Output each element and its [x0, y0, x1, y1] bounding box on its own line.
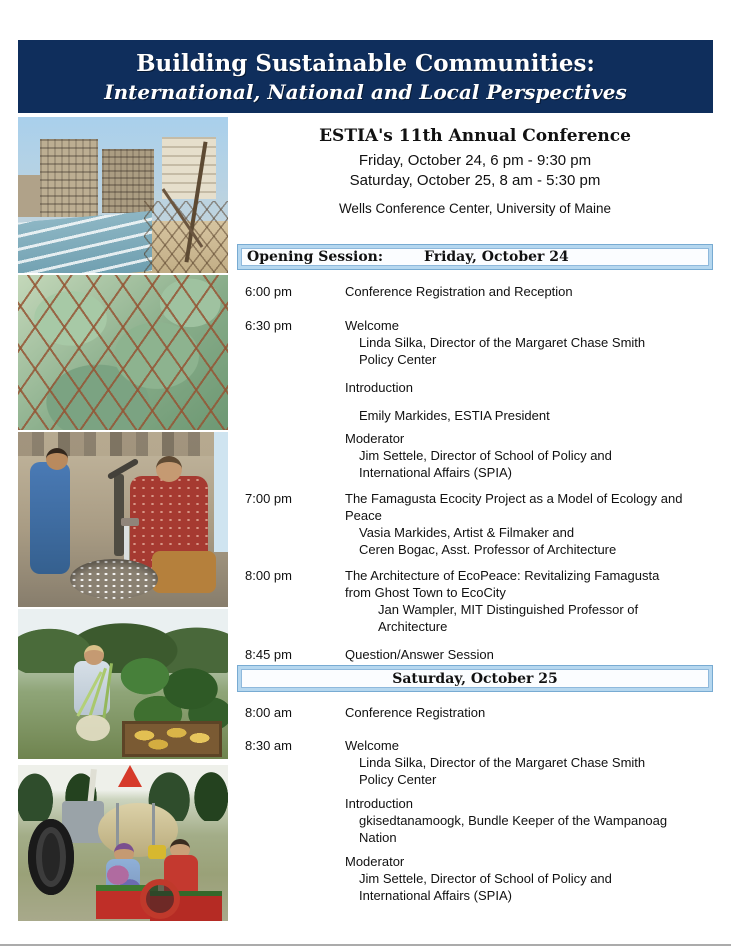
photo-famagusta-beach	[18, 117, 228, 273]
photo-hand-pump	[114, 474, 124, 556]
schedule-line: Peace	[345, 508, 382, 523]
photo-water-pump	[18, 432, 228, 607]
conference-date-friday: Friday, October 24, 6 pm - 9:30 pm	[358, 152, 592, 169]
photo-squash	[126, 725, 218, 751]
photo-onion-bulbs	[76, 715, 110, 741]
schedule-line: Question/Answer Session	[345, 647, 494, 662]
schedule-row	[237, 317, 717, 368]
schedule-line: Jim Settele, Director of School of Policy and	[359, 448, 612, 463]
schedule-row	[237, 379, 717, 396]
time-label	[245, 430, 345, 481]
photo-cactus-fence	[18, 275, 228, 430]
schedule-row	[237, 704, 717, 721]
schedule-line: Policy Center	[359, 772, 437, 787]
time-label	[245, 853, 345, 904]
banner	[18, 40, 713, 113]
schedule-line: Introduction	[345, 796, 413, 811]
conference-title: ESTIA's 11th Annual Conference	[319, 126, 631, 146]
photo-warning-triangle	[118, 765, 142, 787]
photo-child-head	[46, 448, 68, 470]
schedule-line: Jan Wampler, MIT Distinguished Professor of	[378, 602, 639, 617]
time-label: 7:00 pm	[245, 491, 292, 506]
schedule-lines	[345, 646, 717, 663]
schedule-row	[237, 646, 717, 663]
photo-chainlink-overlay	[18, 275, 228, 430]
schedule-line: from Ghost Town to EcoCity	[345, 585, 506, 600]
conference-dates	[237, 151, 713, 191]
photo-red-wheel	[140, 879, 180, 919]
schedule-line: Linda Silka, Director of the Margaret Chase Smith	[359, 755, 646, 770]
time-label: 8:00 pm	[245, 568, 292, 583]
photo-pump-spout	[121, 518, 139, 526]
schedule-line: Architecture	[378, 619, 448, 634]
session-header-friday	[237, 244, 713, 270]
time-label: 6:30 pm	[245, 318, 292, 333]
schedule-row	[237, 567, 717, 635]
conference-venue: Wells Conference Center, University of Maine	[338, 201, 612, 216]
schedule-lines	[345, 407, 717, 424]
schedule-lines	[345, 379, 717, 396]
schedule-line: Moderator	[345, 431, 405, 446]
schedule-row	[237, 490, 717, 558]
photo-child-blue-sari	[30, 462, 70, 574]
schedule-line: The Famagusta Ecocity Project as a Model of Ecology and	[345, 491, 683, 506]
schedule-line: Conference Registration	[345, 705, 486, 720]
schedule-line: Introduction	[345, 380, 413, 395]
photo-farmer-head	[84, 645, 104, 665]
photo-sprayer-tank	[98, 803, 178, 857]
time-label	[245, 379, 345, 396]
photo-water-bowl	[70, 559, 158, 599]
photo-woman-pants	[152, 551, 216, 593]
photo-building-white	[162, 137, 216, 199]
schedule-row	[237, 283, 717, 300]
schedule-line: Emily Markides, ESTIA President	[359, 408, 550, 423]
schedule-line: Linda Silka, Director of the Margaret Chase Smith	[359, 335, 646, 350]
banner-title: Building Sustainable Communities:	[136, 50, 595, 77]
schedule-line: Policy Center	[359, 352, 437, 367]
schedule-line: Welcome	[345, 318, 399, 333]
photo-building-tower	[40, 139, 98, 217]
time-label: 8:00 am	[245, 705, 292, 720]
schedule-line: International Affairs (SPIA)	[359, 465, 512, 480]
photo-tractor-tire	[28, 819, 74, 895]
schedule-lines	[345, 737, 717, 788]
time-label: 8:45 pm	[245, 647, 292, 662]
schedule-line: Welcome	[345, 738, 399, 753]
schedule-saturday	[237, 704, 717, 904]
banner-subtitle: International, National and Local Perspectives	[104, 80, 627, 104]
schedule-line: Conference Registration and Reception	[345, 284, 573, 299]
page-bottom-rule	[0, 944, 731, 946]
photo-transplanter	[18, 765, 228, 921]
schedule-lines	[345, 795, 717, 846]
schedule-line: Nation	[359, 830, 397, 845]
schedule-row	[237, 737, 717, 788]
schedule-line: Moderator	[345, 854, 405, 869]
schedule-friday	[237, 283, 717, 663]
schedule-lines	[345, 283, 717, 300]
photo-harvest-field	[18, 609, 228, 759]
schedule-line: gkisedtanamoogk, Bundle Keeper of the Wampanoag	[359, 813, 668, 828]
schedule-line: Jim Settele, Director of School of Policy and	[359, 871, 612, 886]
session-header-saturday	[237, 665, 713, 692]
time-label: 6:00 pm	[245, 284, 292, 299]
time-label: 8:30 am	[245, 738, 292, 753]
schedule-row	[237, 407, 717, 424]
schedule-line: International Affairs (SPIA)	[359, 888, 512, 903]
schedule-line: Vasia Markides, Artist & Filmaker and	[359, 525, 575, 540]
schedule-line: The Architecture of EcoPeace: Revitalizing Famagusta	[345, 568, 660, 583]
photo-blue-edge	[214, 432, 228, 552]
schedule-lines	[345, 317, 717, 368]
schedule-line: Ceren Bogac, Asst. Professor of Architecture	[359, 542, 617, 557]
schedule-lines	[345, 567, 717, 635]
schedule-row	[237, 430, 717, 481]
schedule-lines	[345, 853, 717, 904]
time-label	[245, 407, 345, 424]
conference-date-saturday: Saturday, October 25, 8 am - 5:30 pm	[349, 172, 601, 189]
session-date: Saturday, October 25	[392, 670, 558, 687]
photo-sea-waves	[18, 211, 152, 273]
schedule-lines	[345, 430, 717, 481]
schedule-lines	[345, 704, 717, 721]
session-label: Opening Session:	[247, 249, 384, 265]
time-label	[245, 795, 345, 846]
session-date: Friday, October 24	[424, 249, 569, 265]
schedule-lines	[345, 490, 717, 558]
photo-woman-head	[156, 456, 182, 482]
schedule-row	[237, 795, 717, 846]
photo-yellow-seat	[148, 845, 166, 859]
schedule-row	[237, 853, 717, 904]
